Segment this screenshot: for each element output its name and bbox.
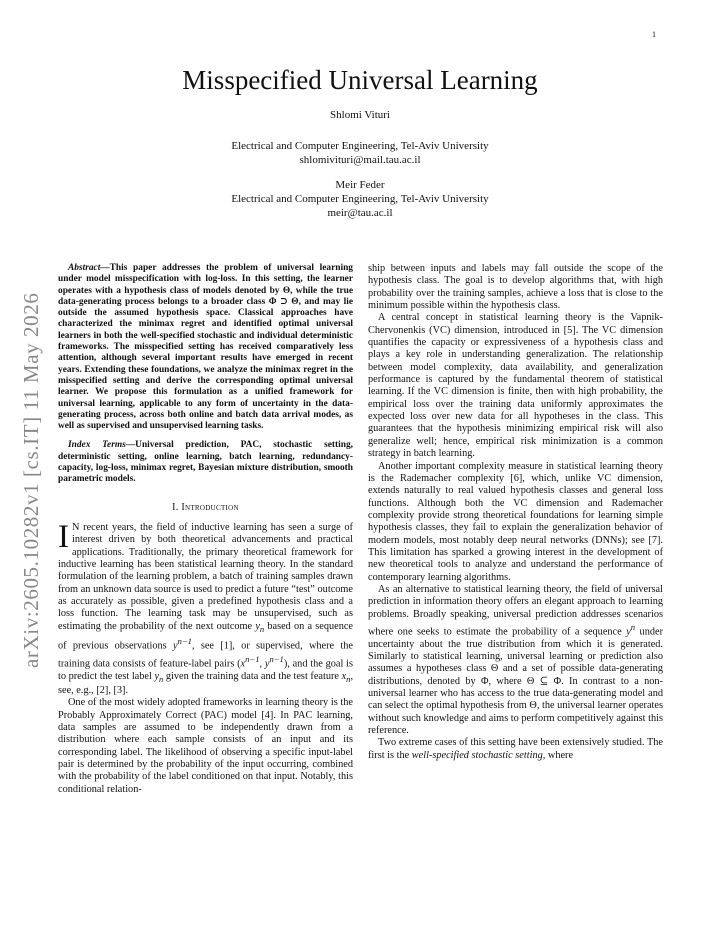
right-column — [368, 263, 663, 762]
author-block-1 — [0, 108, 720, 167]
section-heading — [58, 502, 353, 514]
section-title: Introduction — [181, 501, 239, 513]
author-name: Meir Feder — [335, 179, 385, 191]
section-number: I. — [172, 501, 179, 513]
index-terms — [58, 440, 353, 485]
author-name: Shlomi Vituri — [330, 109, 390, 121]
intro-paragraph-4: Another important complexity measure in statistical learning theory is the Rademacher complexity [6], which, unlike VC dimension, extends naturally to real valued hypothesis classes and general loss functions. Although both the VC dimension and Rademacher complexity provide strong theoretical foundations for learning simple hypothesis classes, they fail to explain the generalization behavior of modern models, most notably deep neural networks (DNNs); see [7]. This limitation has sparked a growing interest in the development of new theoretical tools to analyze and understand the performance of contemporary learning algorithms. — [368, 460, 663, 583]
author-affiliation: Electrical and Computer Engineering, Tel-Aviv University — [231, 193, 489, 205]
author-block-2 — [0, 178, 720, 220]
intro-paragraph-1: I N recent years, the field of inductive learning has seen a surge of interest driven by both theoretical advancements and practical applications. Traditionally, the primary theoretical framework for inductive learning has been statistical learning theory. In the standard formulation of the learning problem, a batch of training samples drawn from an unknown data source is used to predict a future “test” outcome as accurately as possible, given a predefined hypothesis class and a loss function. The learning task may be unsupervised, such as estimating the probability of the next outcome $y_n$ based on a sequence of previous observations $y^{n-1}$, see [1], or supervised, where the training data consists of feature-label pairs ($x^{n-1}$, $y^{n-1}$), and the goal is to predict the test label $y_n$ given the training data and the test feature $x_n$, see, e.g., [2], [3]. — [58, 518, 354, 697]
abstract — [58, 263, 353, 432]
intro-paragraph-3: A central concept in statistical learning theory is the Vapnik-Chervonenkis (VC) dimension, introduced in [5]. The VC dimension quantifies the capacity or expressiveness of a hypothesis class and plays a key role in understanding generalization. The relationship between model complexity, data availability, and generalization performance is captured by the fundamental theorem of statistical learning. If the VC dimension is finite, then with high probability, the empirical loss over the training data uniformly approximates the expected loss over new data for all hypotheses in the class. This guarantees that the hypothesis minimizing empirical risk will also generalize well; hence, empirical risk minimization is a common strategy in batch learning. — [368, 312, 663, 460]
abstract-lead: Abstract — [68, 263, 101, 273]
drop-cap: I — [58, 518, 69, 555]
intro-paragraph-2: One of the most widely adopted frameworks in learning theory is the Probably Approximately Correct (PAC) model [4]. In PAC learning, data samples are assumed to be independently drawn from a distribution where each sample consists of an input and its corresponding label. The likelihood of observing a specific input-label pair is determined by the probability of the input occurring, combined with the probability of the label conditioned on that input. Notably, this conditional relation- — [58, 697, 353, 795]
author-email: meir@tau.ac.il — [327, 207, 393, 219]
abstract-text: —This paper addresses the problem of universal learning under model misspecification with log-loss. In this setting, the learner operates with a hypothesis class of models denoted by Θ, while the true data-generating process belongs to a broader class Φ ⊃ Θ, and may lie outside the assumed hypothesis space. Classical approaches have characterized the minimax regret and identified optimal universal learners in both the well-specified stochastic and individual deterministic frameworks. The misspecified setting has received comparatively less attention, although several important results have emerged in recent years. Extending these foundations, we analyze the minimax regret in the misspecified setting and derive the corresponding optimal universal learner. We propose this formulation as a unified framework for universal learning, applicable to any form of uncertainty in the data-generating process, across both online and batch data arrival modes, as well as supervised and unsupervised learning tasks. — [58, 263, 353, 432]
left-column — [58, 263, 353, 796]
intro-paragraph-5: As an alternative to statistical learning theory, the field of universal prediction in information theory offers an elegant approach to learning problems. Broadly speaking, universal prediction addresses scenarios where one seeks to estimate the probability of a sequence $y^n$ under uncertainty about the true distribution from which it is generated. Similarly to statistical learning, universal learning or prediction also assumes a hypotheses class Θ and a set of possible data-generating distributions, denoted by Φ, where Θ ⊆ Φ. In contrast to a non-universal learner who has access to the true data-generating model and can select the optimal hypothesis from Θ, the universal learner operates without such knowledge and aims to perform competitively against this reference. — [368, 583, 663, 737]
page-number: 1 — [652, 30, 656, 39]
author-email: shlomivituri@mail.tau.ac.il — [299, 154, 421, 166]
author-affiliation: Electrical and Computer Engineering, Tel-Aviv University — [231, 140, 489, 152]
arxiv-identifier: arXiv:2605.10282v1 [cs.IT] 11 May 2026 — [19, 292, 43, 668]
index-terms-text: —Universal prediction, PAC, stochastic setting, deterministic setting, online learning, batch learning, redundancy-capacity, log-loss, minimax regret, Bayesian mixture distribution, smooth parametric models. — [58, 440, 354, 485]
index-terms-lead: Index Terms — [68, 440, 126, 451]
intro-paragraph-6: Two extreme cases of this setting have been extensively studied. The first is the well-specified stochastic setting, where — [368, 737, 663, 761]
paper-header — [0, 64, 720, 220]
intro-paragraph-2-cont: ship between inputs and labels may fall outside the scope of the hypothesis class. The goal is to develop algorithms that, with high probability over the training samples, achieve a loss that is close to the minimum possible within the hypothesis class. — [368, 263, 663, 312]
paper-title: Misspecified Universal Learning — [182, 65, 538, 95]
